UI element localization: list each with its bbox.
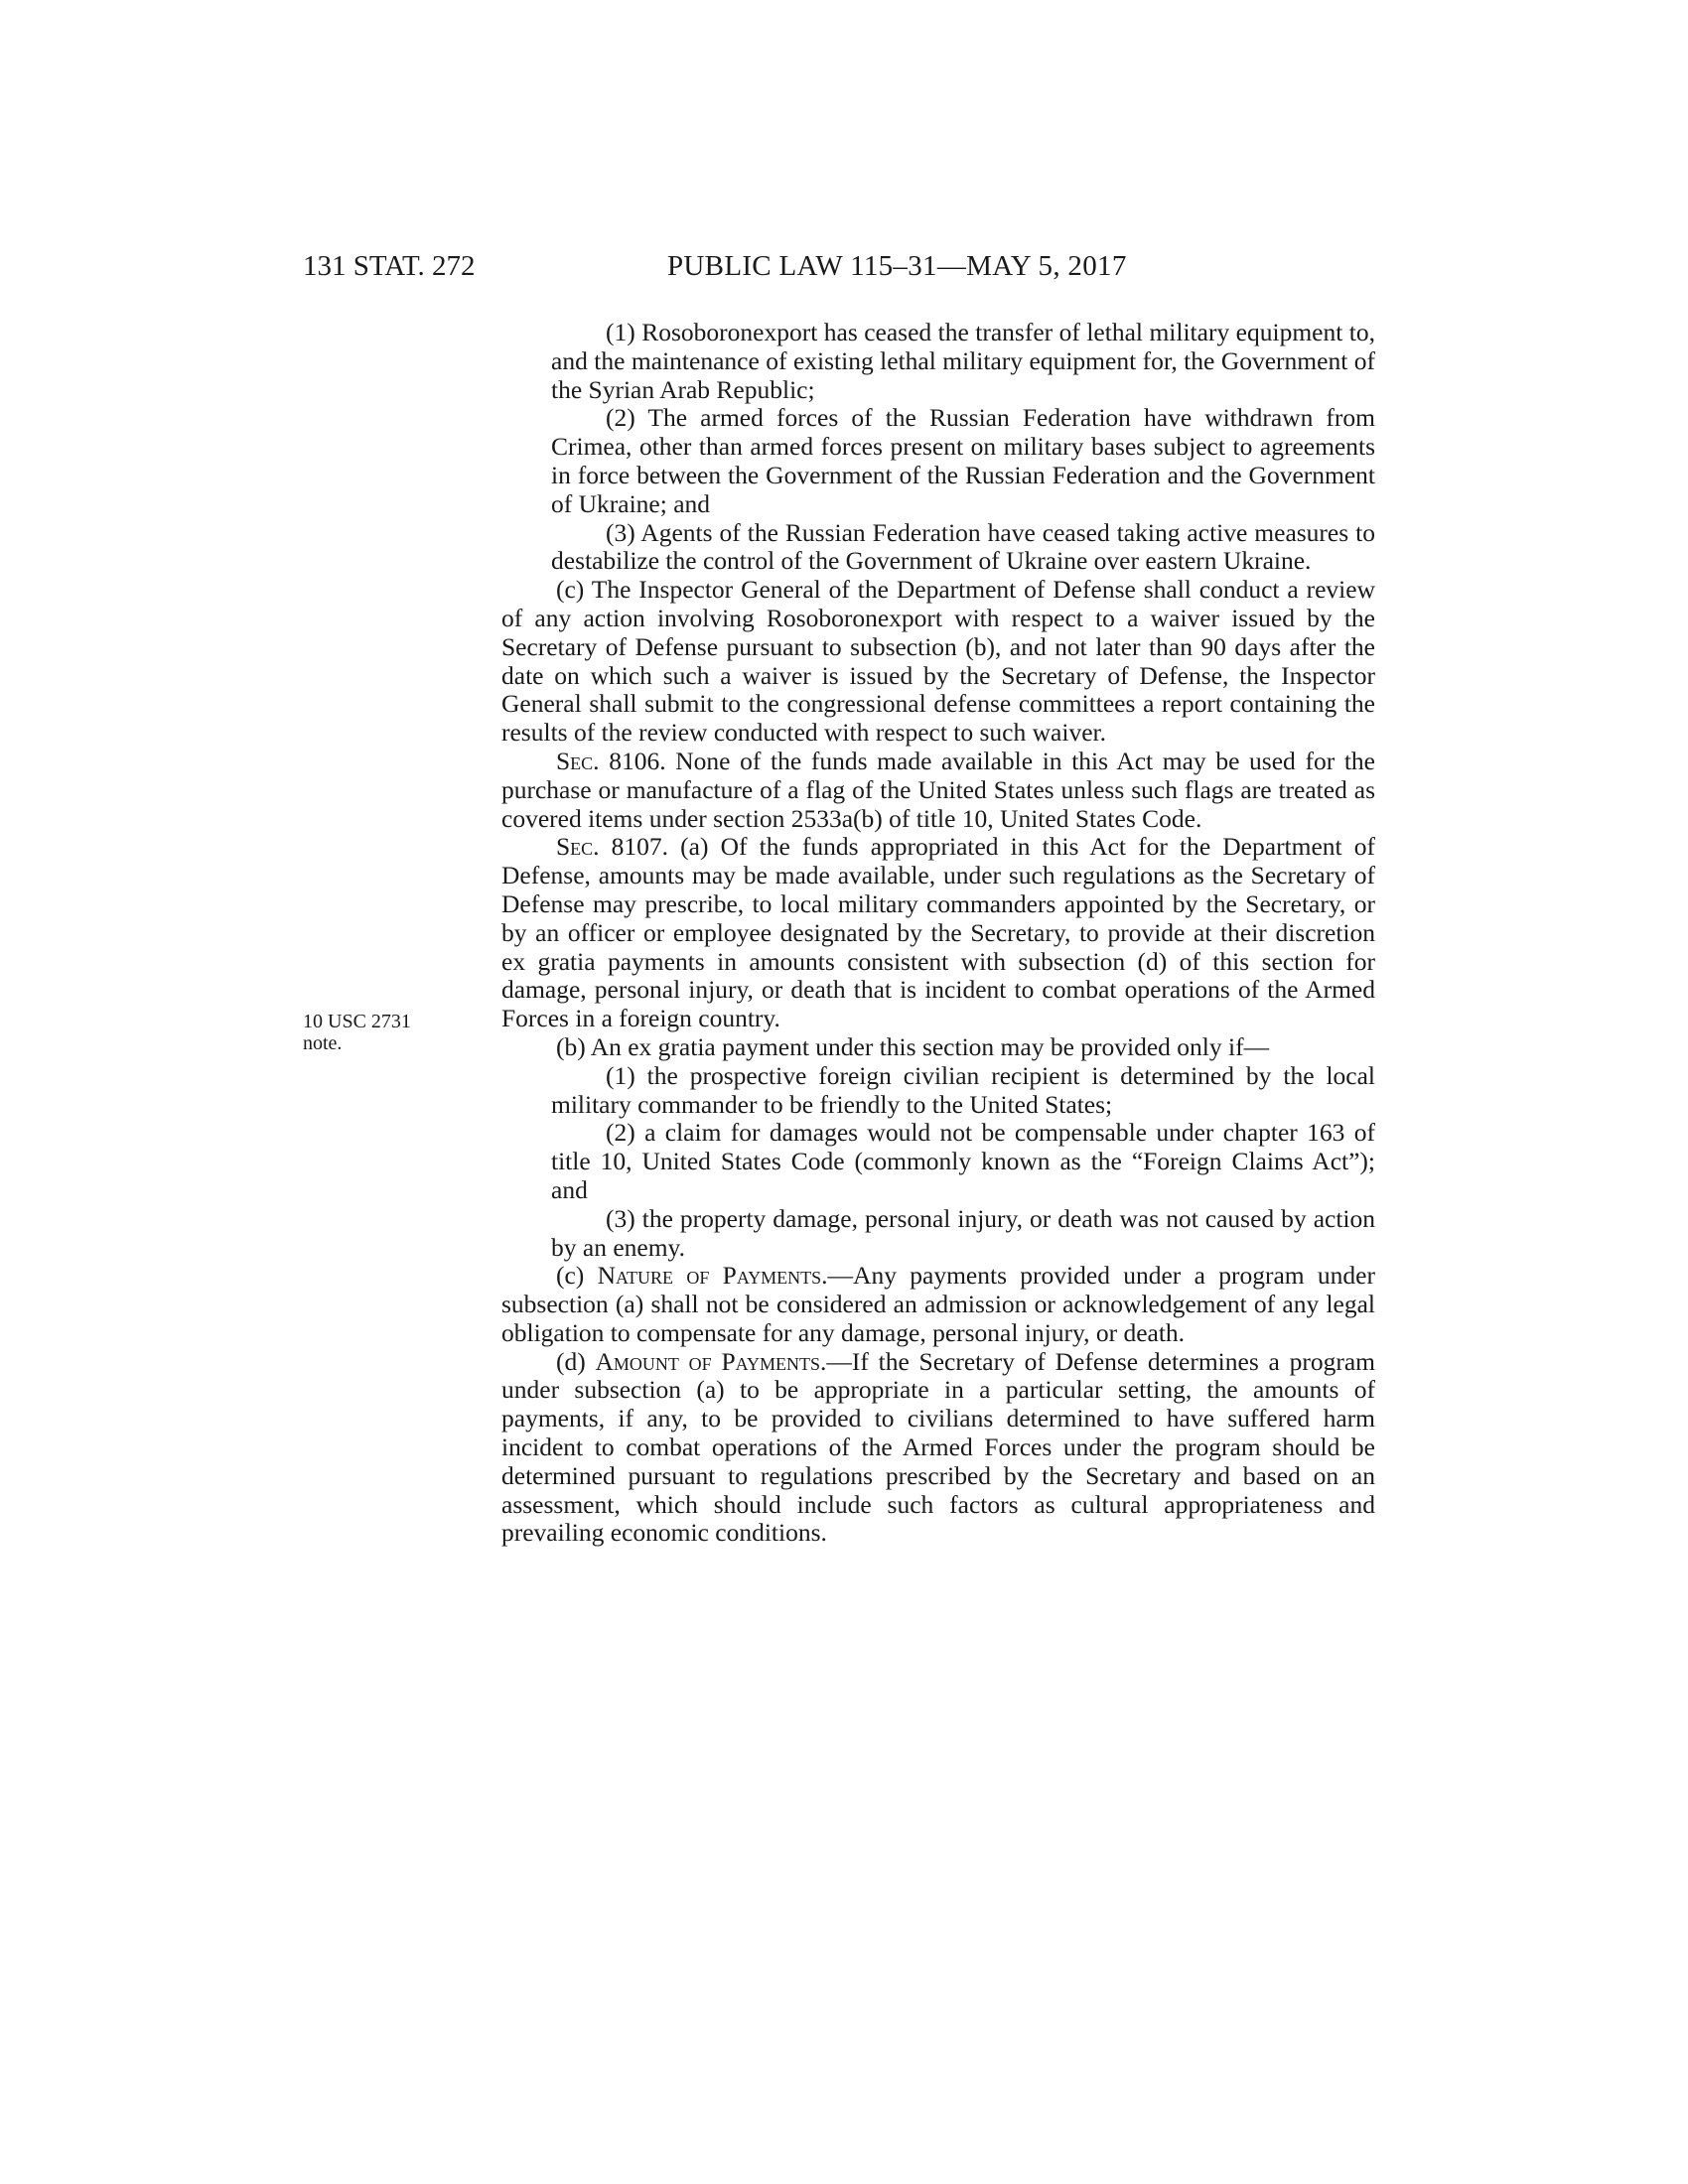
section-8107-b2: (2) a claim for damages would not be compensable under chapter 163 of title 10, United States Code (commonly known as the “Foreign Claims Act”); and — [551, 1118, 1375, 1204]
statute-folio: 131 STAT. 272 — [303, 250, 476, 282]
paragraph-heading: Amount of Payments — [595, 1346, 820, 1376]
body-text — [501, 319, 1375, 1548]
running-head: PUBLIC LAW 115–31—MAY 5, 2017 — [667, 250, 1127, 282]
paragraph-b3: (3) Agents of the Russian Federation have ceased taking active measures to destabilize the control of the Government of Ukraine over eastern Ukraine. — [551, 517, 1375, 576]
margin-note-suffix: note. — [303, 1032, 343, 1054]
paragraph-c: (c) The Inspector General of the Department of Defense shall conduct a review of any action involving Rosoboronexport with respect to a waiver issued by the Secretary of Defense pursuant to subsection (b), and not later than 90 days after the date on which such a waiver is issued by the Secretary of Defense, the Inspector General shall submit to the congressional defense committees a report containing the results of the review conducted with respect to such waiver. — [501, 575, 1375, 748]
section-8107-b: (b) An ex gratia payment under this section may be provided only if— — [556, 1031, 1270, 1061]
section-8106: Sec. 8106. None of the funds made available in this Act may be used for the purchase or manufacture of a flag of the United States unless such flags are treated as covered items under section 2533a(b) of title 10, United States Code. — [501, 746, 1375, 833]
section-8107-a: Sec. 8107. (a) Of the funds appropriated in this Act for the Department of Defense, amounts may be made available, under such regulations as the Secretary of Defense may prescribe, to local military commanders appointed by the Secretary, or by an officer or employee designated by the Secretary, to provide at their discretion ex gratia payments in amounts consistent with subsection (d) of this section for damage, personal injury, or death that is incident to combat operations of the Armed Forces in a foreign country. — [501, 832, 1375, 1033]
paragraph-b1: (1) Rosoboronexport has ceased the transfer of lethal military equipment to, and the maintenance of existing lethal military equipment for, the Government of the Syrian Arab Republic; — [551, 318, 1375, 404]
section-label: Sec. — [556, 832, 600, 862]
margin-note — [303, 1011, 452, 1054]
paragraph-heading: Nature of Payments — [597, 1261, 822, 1291]
section-8107-d: (d) Amount of Payments.—If the Secretary of Defense determines a program under subsection (a) to be appropriate in a particular setting, the amounts of payments, if any, to be provided to civilians determined to have suffered harm incident to combat operations of the Armed Forces under the program should be determined pursuant to regulations prescribed by the Secretary and based on an assessment, which should include such factors as cultural appropriateness and prevailing economic conditions. — [501, 1346, 1375, 1548]
section-label: Sec. — [556, 746, 600, 775]
margin-note-citation: 10 USC 2731 — [303, 1011, 411, 1032]
section-8107-b3: (3) the property damage, personal injury, or death was not caused by action by an enemy. — [551, 1203, 1375, 1262]
section-8107-b1: (1) the prospective foreign civilian recipient is determined by the local military commander to be friendly to the United States; — [551, 1060, 1375, 1119]
paragraph-b2: (2) The armed forces of the Russian Federation have withdrawn from Crimea, other than armed forces present on military bases subject to agreements in force between the Government of the Russian Federation and the Government of Ukraine; and — [551, 403, 1375, 518]
section-8107-c: (c) Nature of Payments.—Any payments provided under a program under subsection (a) shall not be considered an admission or acknowledgement of any legal obligation to compensate for any damage, personal injury, or death. — [501, 1261, 1375, 1347]
page-header — [0, 250, 1688, 290]
